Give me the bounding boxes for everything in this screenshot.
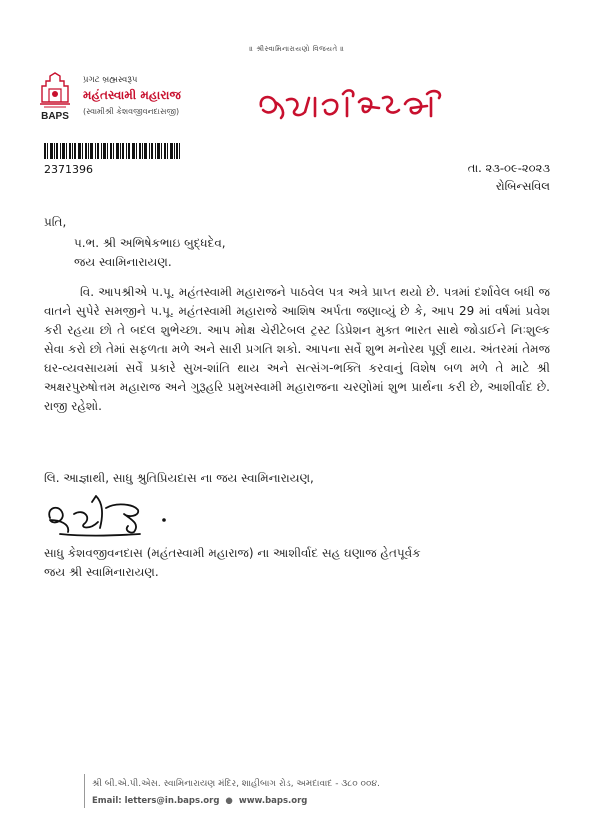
greeting: જય સ્વામિનારાયણ.: [74, 255, 172, 269]
salutation-to: પ્રતિ,: [44, 215, 67, 229]
letter-body: વિ. આપશ્રીએ પ.પૂ. મહંતસ્વામી મહારાજને પાઠવેલ પત્ર અત્રે પ્રાપ્ત થયો છે. પત્રમાં દર્શાવેલ બધી જ વાતને સુપેરે સમજીને પ.પૂ. મહંતસ્વામી મહારાજે આશિષ અર્પતા જણાવ્યું છે કે, આપ 29 માં વર્ષમાં પ્રવેશ કરી રહયા છો તે બદલ શુભેચ્છા. આપ મોક્ષ ચેરીટેબલ ટ્રસ્ટ ડિપ્રેશન મુક્ત ભારત સાથે જોડાઈને નિઃશુલ્ક સેવા કરો છો તેમાં સફળતા મળે અને સારી પ્રગતિ શકો. આપના સર્વે શુભ મનોરથ પૂર્ણ થાય. અંતરમાં તેમજ ઘર-વ્યવસાયમાં સર્વે પ્રકારે સુખ-શાંતિ થાય અને સત્સંગ-ભક્તિ કરવાનું વિશેષ બળ મળે તે માટે શ્રી અક્ષરપુરુષોત્તમ મહારાજ અને ગુરૂહરિ પ્રમુખસ્વામી મહારાજના ચરણોમાં શુભ પ્રાર્થના કરી છે, આશીર્વાદ છે. રાજી રહેશો.: [44, 285, 550, 413]
invocation-line: ॥ શ્રીસ્વામિનારાયણો વિજયતે ॥: [249, 45, 345, 53]
footer-email[interactable]: Email: letters@in.baps.org: [92, 796, 220, 806]
signature: [40, 494, 180, 540]
brand-formal-name: (સ્વામીશ્રી કેશવજીવનદાસજી): [83, 107, 180, 116]
baps-logo: [38, 72, 72, 124]
footer-contact: [92, 796, 307, 806]
footer-website[interactable]: www.baps.org: [238, 796, 308, 806]
letter-date: તા. ૨૩-૦૯-૨૦૨૩: [467, 161, 550, 175]
letter-place: રોબિન્સવિલ: [495, 179, 550, 193]
footer-divider: [84, 774, 85, 808]
brand-subtitle: પ્રગટ બ્રહ્મસ્વરૂપ: [83, 75, 138, 85]
signoff-line: સાધુ કેશવજીવનદાસ (મહંતસ્વામી મહારાજ) ના આશીર્વાદ સહ ઘણાજ હેતપૂર્વક: [44, 546, 421, 560]
closing-line: લિ. આજ્ઞાથી, સાધુ શ્રુતિપ્રિયદાસ ના જય સ્વામિનારાયણ,: [44, 471, 314, 485]
bullet-separator: ●: [225, 796, 233, 806]
footer-address: શ્રી બી.એ.પી.એસ. સ્વામિનારાયણ મંદિર, શાહીબાગ રોડ, અમદાવાદ - ૩૮૦ ૦૦૪.: [92, 779, 380, 789]
recipient-name: પ.ભ. શ્રી અભિષેકભાઇ બુદ્ધદેવ,: [74, 236, 226, 250]
barcode: [44, 143, 180, 159]
signoff-greeting: જય શ્રી સ્વામિનારાયણ.: [44, 565, 159, 579]
reference-number: 2371396: [44, 163, 93, 176]
ashirvad-heading: [255, 84, 465, 124]
logo-text: BAPS: [41, 111, 69, 122]
brand-name: મહંતસ્વામી મહારાજ: [83, 88, 181, 102]
